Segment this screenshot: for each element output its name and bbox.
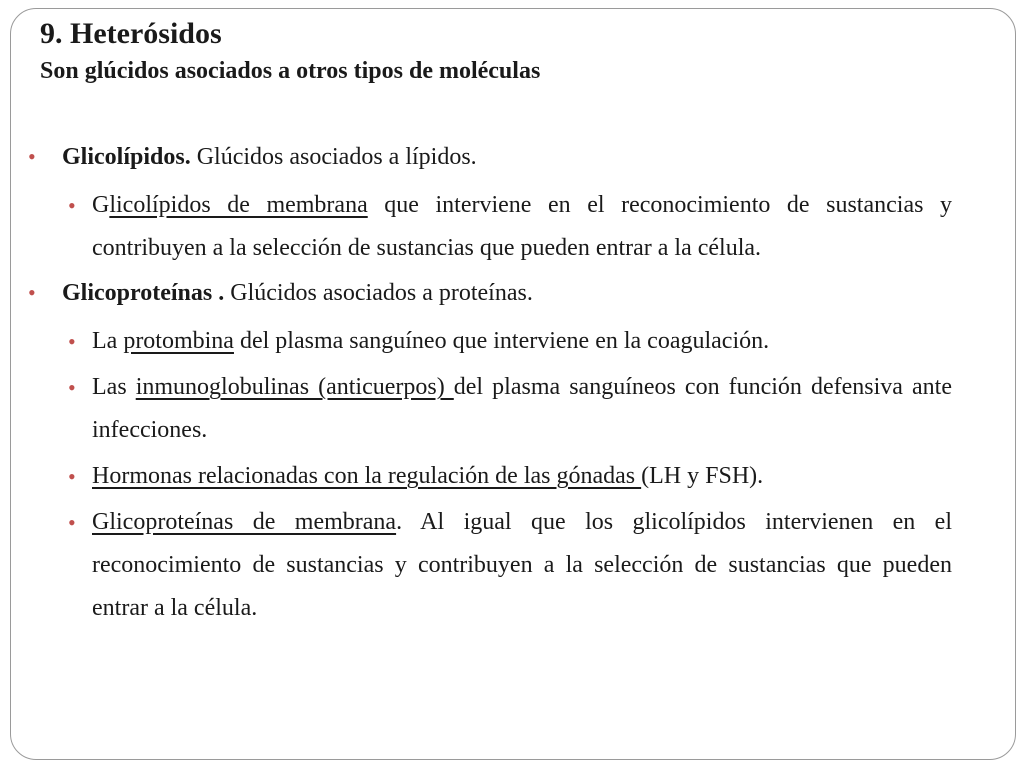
sub-text-rest: del plasma sanguíneo que interviene en la coagulación.	[233, 328, 770, 354]
sub-text-rest: que interviene en el reconocimiento de sustancias y contribuyen a la selección de sustancias que pueden entrar a la célula.	[92, 192, 952, 261]
sub-text-underlined: inmunoglobulinas (anticuerpos)	[135, 374, 454, 400]
glicolipidos-desc: Glúcidos asociados a lípidos.	[190, 144, 477, 170]
sub-bullet-marker: •	[68, 193, 76, 218]
sub-text-pre: Las	[92, 374, 136, 400]
sub-text-rest: del plasma sanguíneos con función defensiva ante infecciones.	[92, 374, 952, 443]
bullet-glicoproteinas	[28, 276, 952, 310]
sub-text-rest: . Al igual que los glicolípidos intervienen en el reconocimiento de sustancias y contribuyen a la selección de sustancias que pueden entrar a la célula.	[92, 509, 952, 621]
sub-text-underlined: Glicoproteínas de membrana	[92, 509, 397, 535]
title-block	[40, 14, 540, 88]
glicolipidos-heading: Glicolípidos.	[62, 144, 191, 170]
sub-bullet-glicoproteinas-membrana	[28, 501, 952, 630]
sub-text-underlined: Hormonas relacionadas con la regulación de las gónadas	[92, 463, 642, 489]
sub-text-pre: G	[92, 192, 110, 218]
bullet-glicolipidos	[28, 140, 952, 174]
slide-content	[28, 140, 952, 633]
sub-bullet-marker: •	[68, 375, 76, 400]
sub-bullet-marker: •	[68, 464, 76, 489]
slide-title: 9. Heterósidos	[40, 17, 222, 50]
glicoproteinas-heading: Glicoproteínas .	[62, 280, 225, 306]
sub-text-underlined: licolípidos de membrana	[109, 192, 368, 218]
sub-bullet-marker: •	[68, 329, 76, 354]
sub-bullet-inmunoglobulinas	[28, 366, 952, 452]
bullet-marker: •	[28, 144, 36, 169]
glicoproteinas-desc: Glúcidos asociados a proteínas.	[224, 280, 533, 306]
sub-bullet-marker: •	[68, 510, 76, 535]
bullet-marker: •	[28, 280, 36, 305]
slide-subtitle: Son glúcidos asociados a otros tipos de moléculas	[40, 58, 541, 84]
sub-bullet-hormonas	[28, 455, 952, 498]
sub-text-pre: La	[92, 328, 124, 354]
sub-bullet-glicolipidos-membrana	[28, 184, 952, 270]
sub-text-underlined: protombina	[123, 328, 234, 354]
sub-text-rest: (LH y FSH).	[641, 463, 764, 489]
sub-bullet-protombina	[28, 320, 952, 363]
